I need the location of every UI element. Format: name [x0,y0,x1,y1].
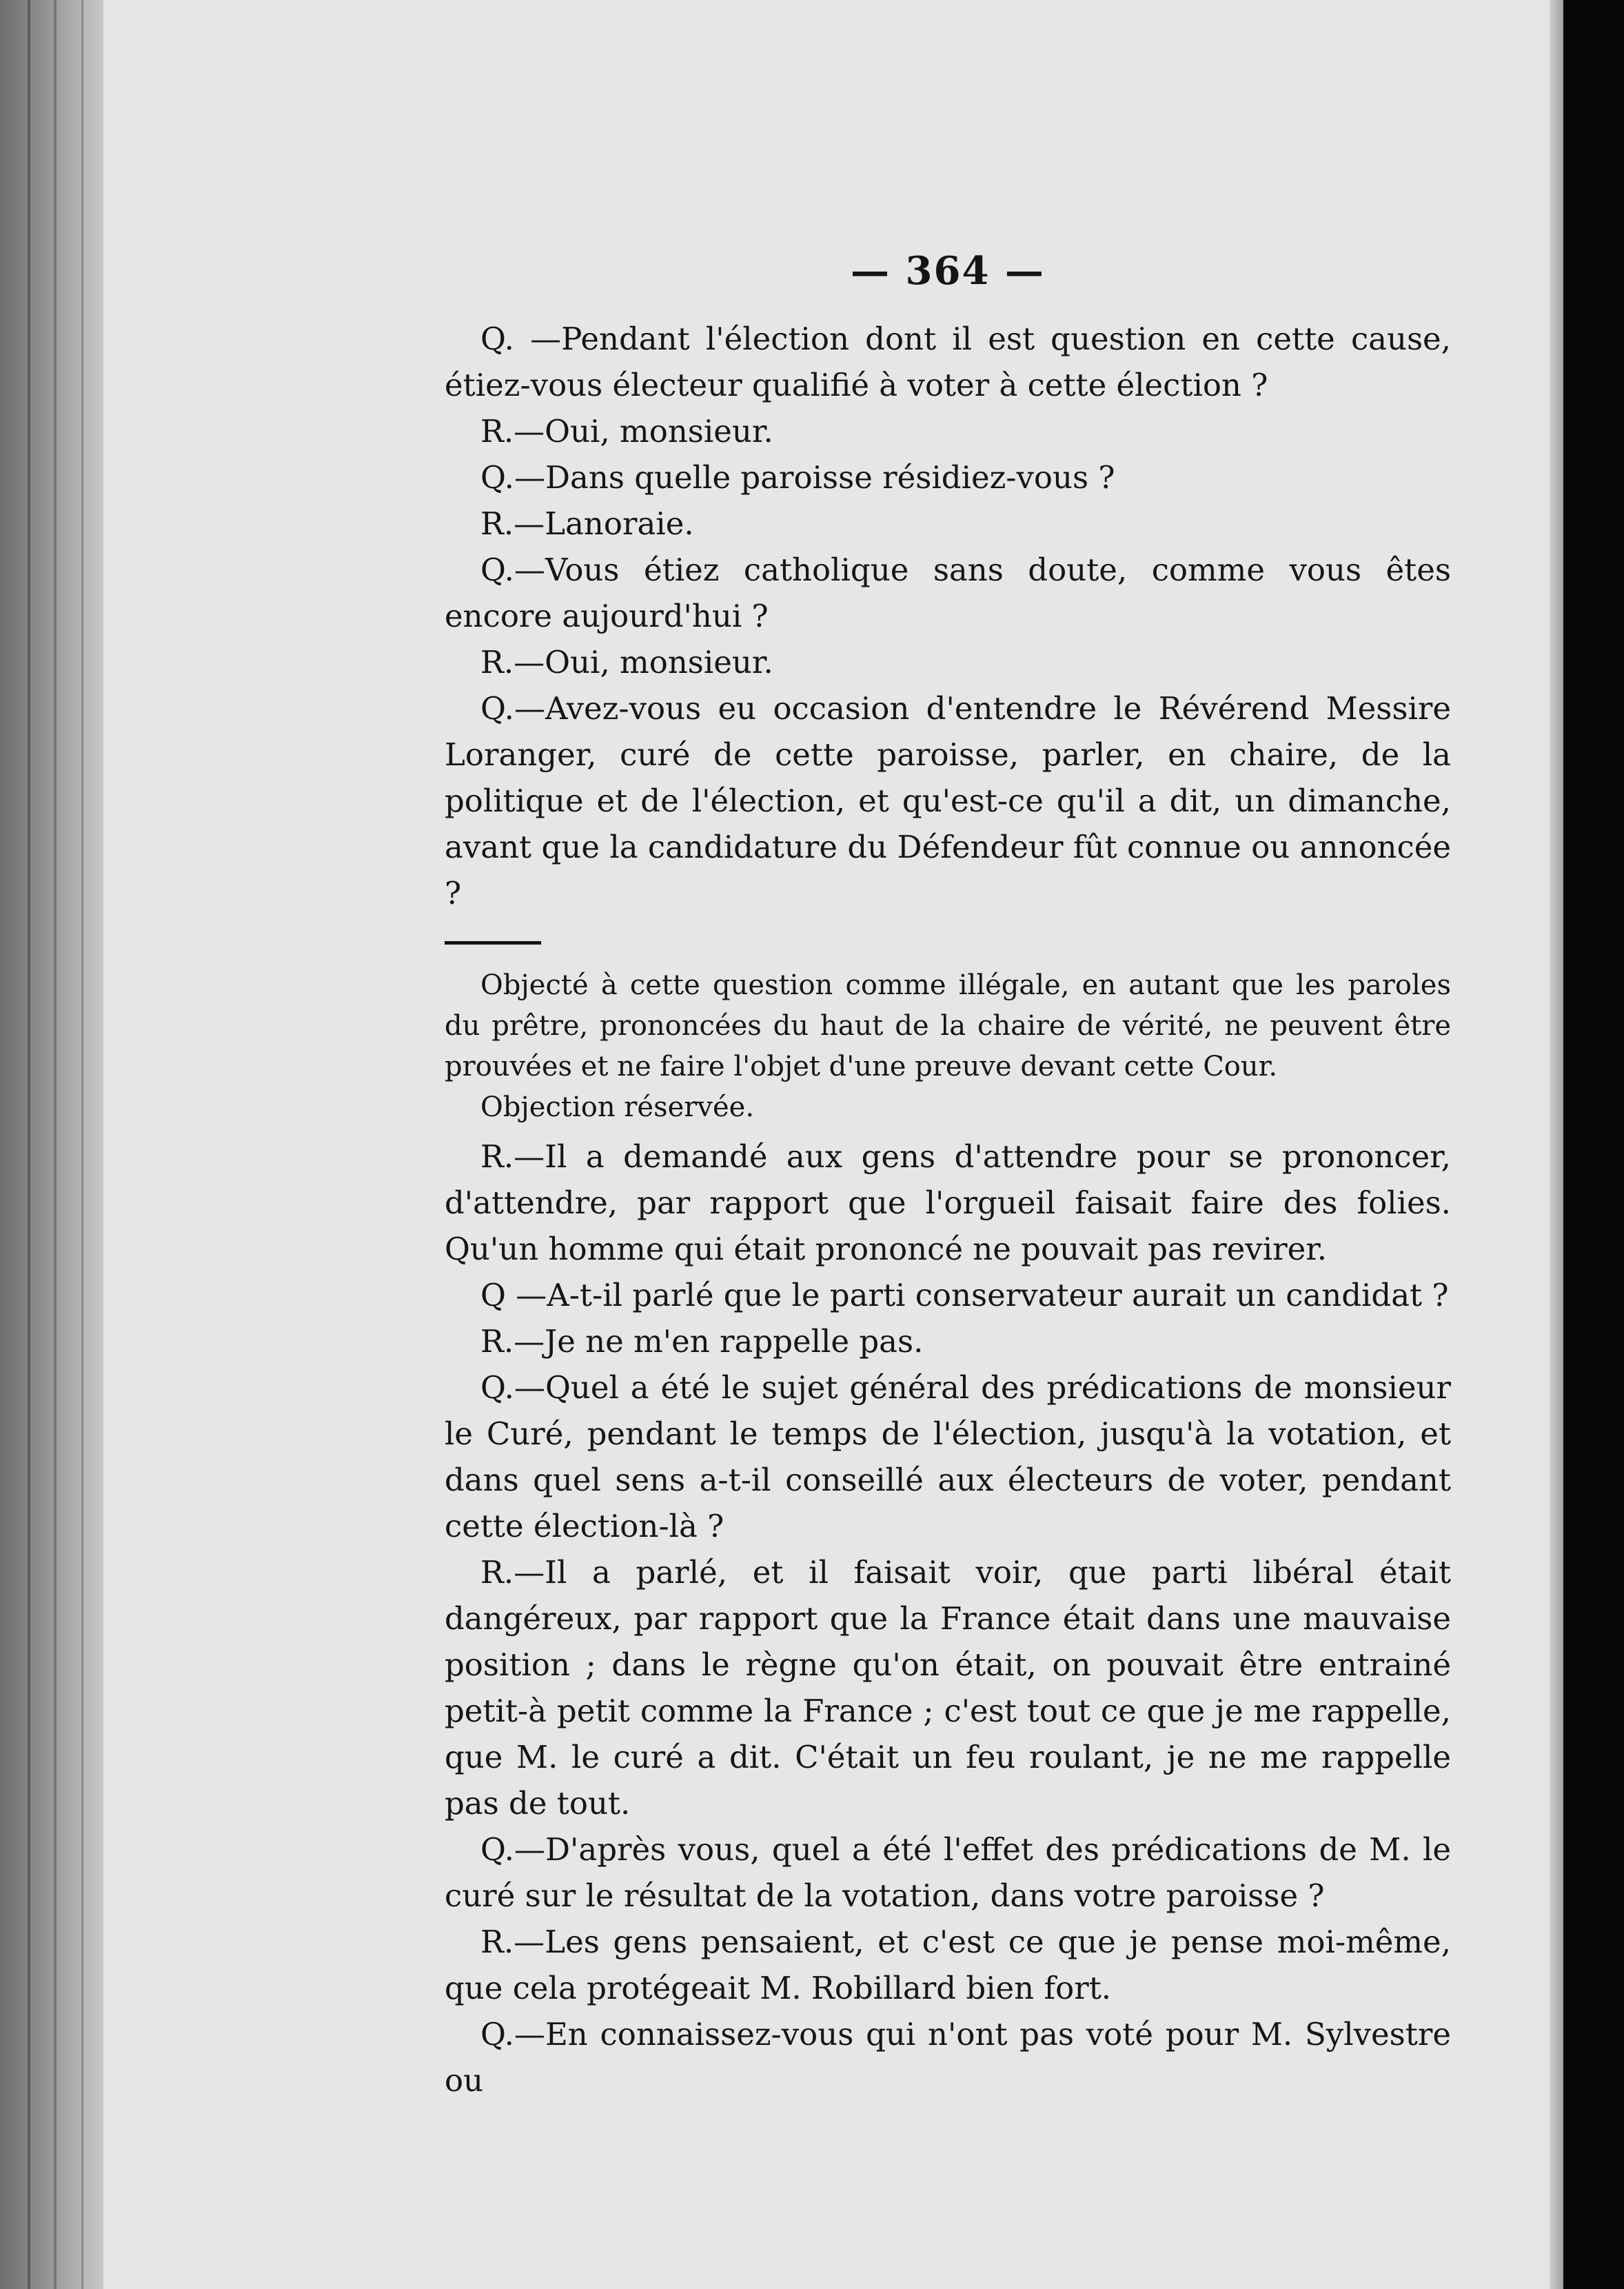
gutter-line [81,0,83,2289]
question-paragraph: Q. —Pendant l'élection dont il est question en cette cause, étiez-vous électeur qualifié à voter à cette élection ? [445,321,1451,403]
answer-paragraph: R.—Lanoraie. [480,505,694,542]
scan-border [1563,0,1624,2289]
question-paragraph: Q.—Quel a été le sujet général des prédications de monsieur le Curé, pendant le temps de l'élection, jusqu'à la votation, et dans quel sens a-t-il conseillé aux électeurs de voter, pendant cette élection-là ? [445,1369,1451,1544]
section-rule [445,941,541,945]
book-gutter [0,0,103,2289]
answer-paragraph: R.—Il a parlé, et il faisait voir, que parti libéral était dangéreux, par rapport que la France était dans une mauvaise position ; dans le règne qu'on était, on pouvait être entrainé petit-à petit comme la France ; c'est tout ce que je me rappelle, que M. le curé a dit. C'était un feu roulant, je ne me rappelle pas de tout. [445,1554,1451,1822]
gutter-line [54,0,57,2289]
page-text [445,248,1451,2104]
question-paragraph: Q.—D'après vous, quel a été l'effet des prédications de M. le curé sur le résultat de la votation, dans votre paroisse ? [445,1831,1451,1914]
question-paragraph: Q.—En connaissez-vous qui n'ont pas voté pour M. Sylvestre ou [445,2016,1451,2099]
answer-paragraph: R.—Oui, monsieur. [480,644,773,680]
answer-paragraph: R.—Oui, monsieur. [480,413,773,450]
page-number: — 364 — [851,248,1045,294]
question-paragraph: Q.—Avez-vous eu occasion d'entendre le Révérend Messire Loranger, curé de cette paroisse, parler, en chaire, de la politique et de l'élection, et qu'est-ce qu'il a dit, un dimanche, avant que la candidature du Défendeur fût connue ou annoncée ? [445,690,1451,911]
answer-paragraph: R.—Je ne m'en rappelle pas. [480,1323,924,1360]
question-paragraph: Q.—Vous étiez catholique sans doute, comme vous êtes encore aujourd'hui ? [445,552,1451,634]
answer-paragraph: R.—Les gens pensaient, et c'est ce que je pense moi-même, que cela protégeait M. Robillard bien fort. [445,1924,1451,2006]
question-paragraph: Q.—Dans quelle paroisse résidiez-vous ? [480,459,1115,496]
objection-ruling: Objection réservée. [480,1091,755,1123]
answer-paragraph: R.—Il a demandé aux gens d'attendre pour se prononcer, d'attendre, par rapport que l'orgueil faisait faire des folies. Qu'un homme qui était prononcé ne pouvait pas revirer. [445,1138,1451,1267]
page-edge-shadow [1550,0,1563,2289]
objection-text: Objecté à cette question comme illégale, en autant que les paroles du prêtre, prononcées du haut de la chaire de vérité, ne peuvent être prouvées et ne faire l'objet d'une preuve devant cette Cour. [445,969,1451,1082]
question-paragraph: Q —A-t-il parlé que le parti conservateur aurait un candidat ? [480,1277,1449,1313]
gutter-line [28,0,30,2289]
